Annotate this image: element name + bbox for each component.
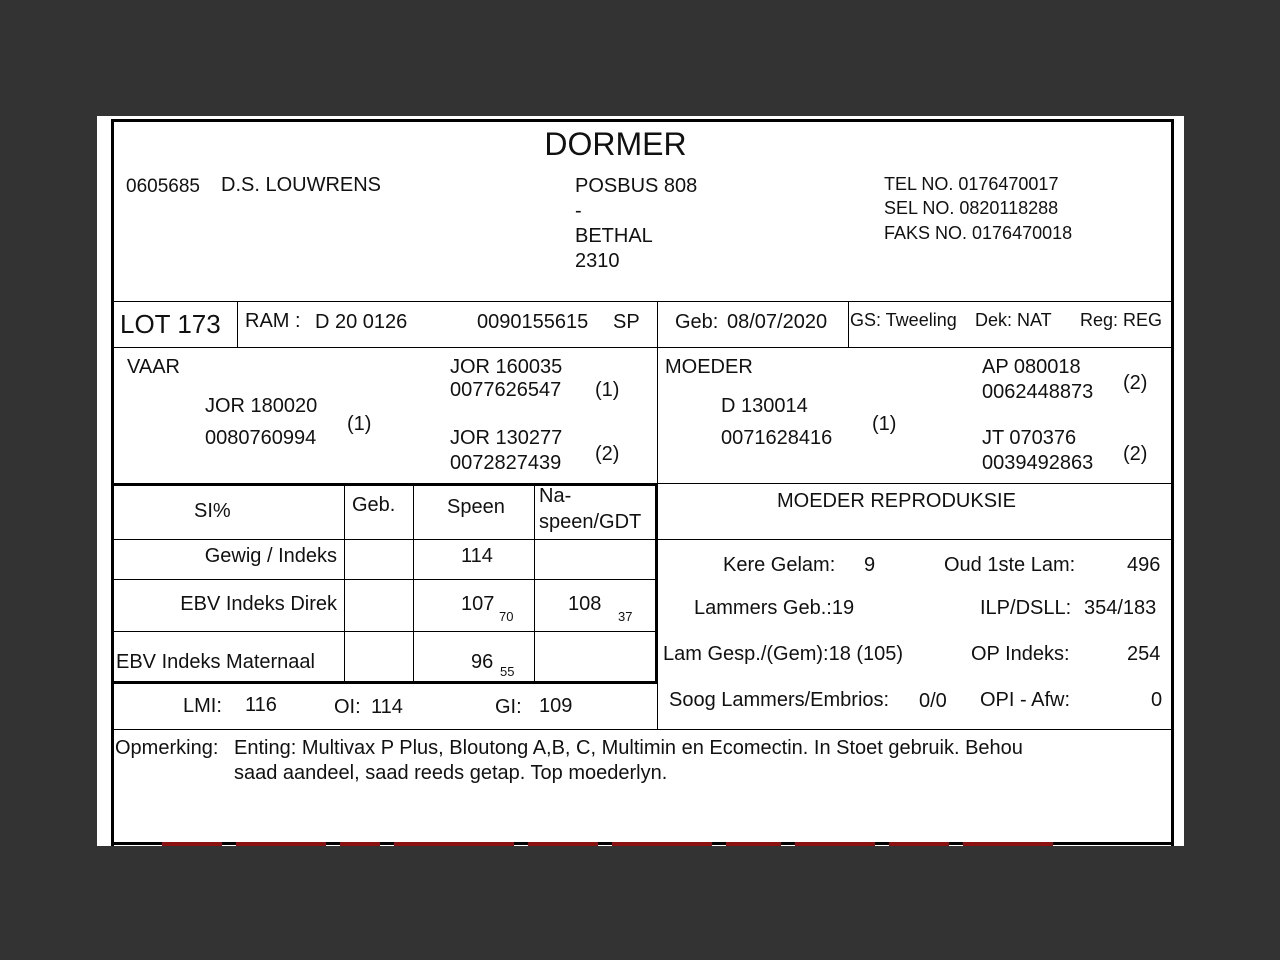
maternal-grandsire-registration: 0062448873 xyxy=(982,381,1094,403)
dam-mark: (1) xyxy=(872,413,897,435)
birth-label: Geb: xyxy=(675,311,719,333)
divider xyxy=(413,483,414,683)
table-header-post-weaning: Na- xyxy=(539,485,572,507)
table-row-label: EBV Indeks Maternaal xyxy=(116,651,315,673)
oi-value: 114 xyxy=(371,696,403,718)
birth-date: 08/07/2020 xyxy=(727,311,828,333)
table-header-birth: Geb. xyxy=(352,494,396,516)
member-number: 0605685 xyxy=(126,176,200,197)
table-header-post-weaning: speen/GDT xyxy=(539,511,642,533)
dam-id: D 130014 xyxy=(721,395,808,417)
tel-number: TEL NO. 0176470017 xyxy=(884,174,1059,194)
owner-name: D.S. LOUWRENS xyxy=(221,174,382,196)
paternal-granddam-id: JOR 130277 xyxy=(450,427,563,449)
maternal-granddam-id: JT 070376 xyxy=(982,427,1077,449)
maternal-grandsire-id: AP 080018 xyxy=(982,356,1081,378)
dam-registration: 0071628416 xyxy=(721,427,833,449)
paternal-granddam-registration: 0072827439 xyxy=(450,452,562,474)
suckling-lambs-value: 0/0 xyxy=(919,690,947,712)
table-header-si: SI% xyxy=(194,500,231,522)
divider xyxy=(114,729,1171,730)
address-line: BETHAL xyxy=(575,225,653,247)
kere-gelam-value: 9 xyxy=(864,554,876,576)
table-cell-weaning: 96 xyxy=(471,651,494,673)
table-cell-weaning-accuracy: 70 xyxy=(499,609,514,624)
paternal-grandsire-mark: (1) xyxy=(595,379,620,401)
suckling-lambs-label: Soog Lammers/Embrios: xyxy=(669,689,890,711)
divider xyxy=(655,483,658,683)
table-row-label: EBV Indeks Direk xyxy=(180,593,337,615)
table-cell-post-weaning-accuracy: 37 xyxy=(618,609,633,624)
sire-mark: (1) xyxy=(347,413,372,435)
ram-registration: 0090155615 xyxy=(477,311,589,333)
paternal-granddam-mark: (2) xyxy=(595,443,620,465)
ram-class: SP xyxy=(613,311,640,333)
op-index-label: OP Indeks: xyxy=(971,643,1070,665)
sire-label: VAAR xyxy=(127,356,180,378)
registration-status: Reg: REG xyxy=(1080,310,1163,330)
lmi-value: 116 xyxy=(245,694,277,716)
repro-title: MOEDER REPRODUKSIE xyxy=(777,490,1016,512)
ilp-value: 354/183 xyxy=(1084,597,1157,619)
remark-label: Opmerking: xyxy=(115,737,219,759)
lmi-label: LMI: xyxy=(183,695,222,717)
dam-label: MOEDER xyxy=(665,356,753,378)
gi-label: GI: xyxy=(495,696,522,718)
divider xyxy=(534,483,535,683)
breed-title: DORMER xyxy=(544,126,687,162)
remark-text: saad aandeel, saad reeds getap. Top moederlyn. xyxy=(234,762,668,784)
table-cell-post-weaning: 108 xyxy=(568,593,602,615)
table-cell-weaning-accuracy: 55 xyxy=(500,664,515,679)
address-line: - xyxy=(575,200,582,222)
gi-value: 109 xyxy=(539,695,573,717)
table-cell-weaning: 107 xyxy=(461,593,495,615)
mating-type: Dek: NAT xyxy=(975,310,1052,330)
divider xyxy=(657,539,1171,540)
fax-number: FAKS NO. 0176470018 xyxy=(884,223,1073,243)
kere-gelam-label: Kere Gelam: xyxy=(723,554,836,576)
opi-deviation-value: 0 xyxy=(1151,689,1163,711)
border-top xyxy=(111,119,1174,122)
opi-deviation-label: OPI - Afw: xyxy=(980,689,1071,711)
divider xyxy=(114,484,656,486)
divider xyxy=(114,347,1171,348)
paternal-grandsire-id: JOR 160035 xyxy=(450,356,563,378)
lambs-weaned: Lam Gesp./(Gem):18 (105) xyxy=(663,643,904,665)
ilp-label: ILP/DSLL: xyxy=(980,597,1072,619)
auction-card xyxy=(97,116,1184,846)
sire-registration: 0080760994 xyxy=(205,427,317,449)
maternal-grandsire-mark: (2) xyxy=(1123,372,1148,394)
lambs-born: Lammers Geb.:19 xyxy=(694,597,855,619)
divider xyxy=(114,631,656,632)
divider xyxy=(848,301,849,347)
lot-number: LOT 173 xyxy=(120,309,221,339)
maternal-granddam-registration: 0039492863 xyxy=(982,452,1094,474)
cropped-footer-text xyxy=(162,839,1132,846)
border-right xyxy=(1171,119,1174,846)
remark-text: Enting: Multivax P Plus, Bloutong A,B, C, Multimin en Ecomectin. In Stoet gebruik. Behou xyxy=(234,737,1023,759)
table-row-label: Gewig / Indeks xyxy=(204,545,337,567)
cell-number: SEL NO. 0820118288 xyxy=(884,198,1059,218)
divider xyxy=(114,579,656,580)
birth-status: GS: Tweeling xyxy=(850,310,957,330)
ram-id: D 20 0126 xyxy=(315,311,408,333)
oi-label: OI: xyxy=(334,696,361,718)
divider xyxy=(344,483,345,683)
divider xyxy=(114,539,656,540)
divider xyxy=(114,681,658,684)
op-index-value: 254 xyxy=(1127,643,1161,665)
address-line: 2310 xyxy=(575,250,620,272)
sire-id: JOR 180020 xyxy=(205,395,318,417)
paternal-grandsire-registration: 0077626547 xyxy=(450,379,562,401)
ram-label: RAM : xyxy=(245,310,301,332)
table-header-weaning: Speen xyxy=(447,496,505,518)
maternal-granddam-mark: (2) xyxy=(1123,443,1148,465)
divider xyxy=(114,301,1171,302)
divider xyxy=(237,301,238,347)
table-cell-weaning: 114 xyxy=(461,545,493,567)
address-line: POSBUS 808 xyxy=(575,175,698,197)
first-lamb-age-label: Oud 1ste Lam: xyxy=(944,554,1076,576)
first-lamb-age-value: 496 xyxy=(1127,554,1161,576)
